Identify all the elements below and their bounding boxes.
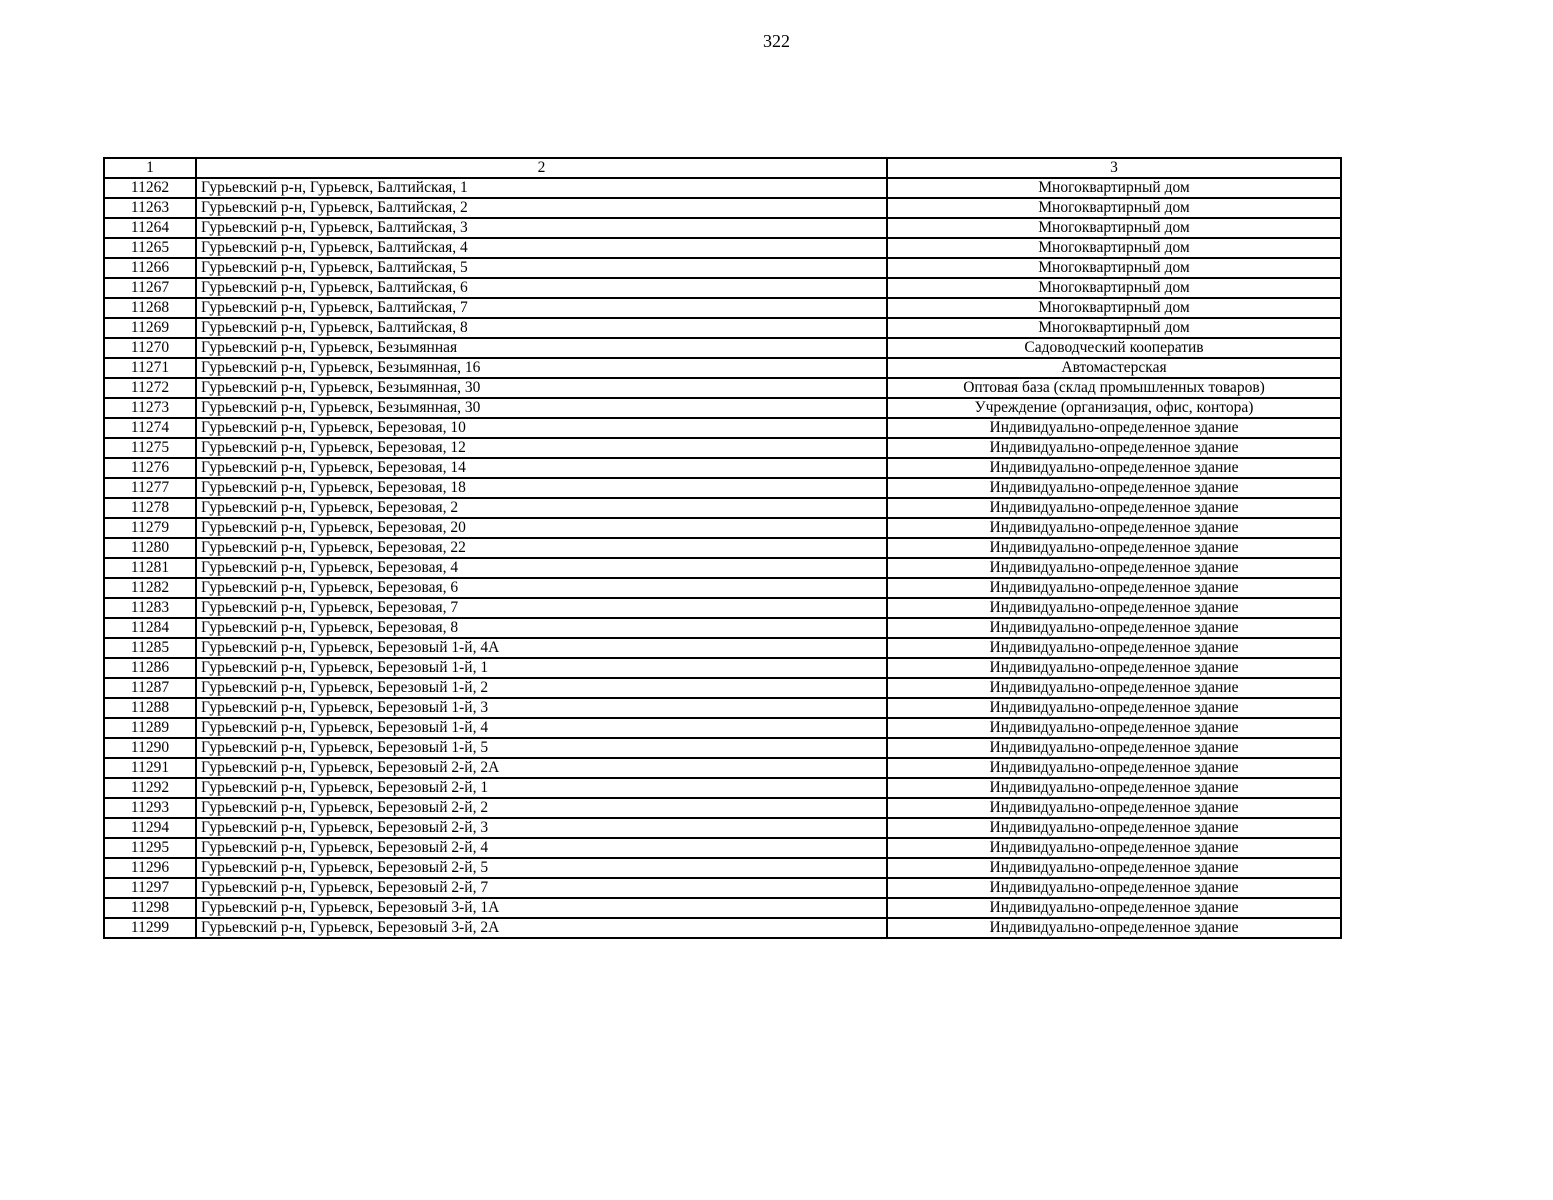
address-cell: Гурьевский р-н, Гурьевск, Балтийская, 4 [196,238,887,258]
object-type-cell: Индивидуально-определенное здание [887,518,1341,538]
table-row [104,778,1341,798]
object-type-cell: Индивидуально-определенное здание [887,818,1341,838]
address-cell: Гурьевский р-н, Гурьевск, Березовая, 14 [196,458,887,478]
row-number: 11274 [104,418,196,438]
address-cell: Гурьевский р-н, Гурьевск, Березовый 2-й, 7 [196,878,887,898]
object-type-cell: Индивидуально-определенное здание [887,458,1341,478]
address-cell: Гурьевский р-н, Гурьевск, Березовая, 10 [196,418,887,438]
address-cell: Гурьевский р-н, Гурьевск, Березовая, 2 [196,498,887,518]
table-row [104,518,1341,538]
table-row [104,598,1341,618]
object-type-cell: Индивидуально-определенное здание [887,618,1341,638]
table-row [104,918,1341,938]
table-row [104,498,1341,518]
row-number: 11296 [104,858,196,878]
address-cell: Гурьевский р-н, Гурьевск, Березовый 2-й, 1 [196,778,887,798]
row-number: 11298 [104,898,196,918]
address-cell: Гурьевский р-н, Гурьевск, Березовый 1-й, 5 [196,738,887,758]
object-type-cell: Многоквартирный дом [887,298,1341,318]
row-number: 11268 [104,298,196,318]
object-type-cell: Индивидуально-определенное здание [887,758,1341,778]
object-type-cell: Индивидуально-определенное здание [887,678,1341,698]
row-number: 11291 [104,758,196,778]
address-cell: Гурьевский р-н, Гурьевск, Березовый 1-й, 4 [196,718,887,738]
object-type-cell: Оптовая база (склад промышленных товаров) [887,378,1341,398]
table-row [104,278,1341,298]
table-row [104,238,1341,258]
address-cell: Гурьевский р-н, Гурьевск, Березовый 1-й, 2 [196,678,887,698]
address-cell: Гурьевский р-н, Гурьевск, Березовая, 6 [196,578,887,598]
table-row [104,198,1341,218]
object-type-cell: Индивидуально-определенное здание [887,798,1341,818]
table-row [104,258,1341,278]
row-number: 11270 [104,338,196,358]
row-number: 11271 [104,358,196,378]
address-cell: Гурьевский р-н, Гурьевск, Балтийская, 6 [196,278,887,298]
address-cell: Гурьевский р-н, Гурьевск, Безымянная, 30 [196,378,887,398]
column-header-3: 3 [887,158,1341,178]
row-number: 11276 [104,458,196,478]
row-number: 11292 [104,778,196,798]
registry-table [103,157,1342,939]
table-row [104,338,1341,358]
address-cell: Гурьевский р-н, Гурьевск, Березовая, 7 [196,598,887,618]
object-type-cell: Индивидуально-определенное здание [887,778,1341,798]
address-cell: Гурьевский р-н, Гурьевск, Березовый 2-й, 2А [196,758,887,778]
table-row [104,878,1341,898]
row-number: 11286 [104,658,196,678]
address-cell: Гурьевский р-н, Гурьевск, Балтийская, 7 [196,298,887,318]
row-number: 11282 [104,578,196,598]
table-row [104,638,1341,658]
object-type-cell: Индивидуально-определенное здание [887,878,1341,898]
address-cell: Гурьевский р-н, Гурьевск, Березовый 2-й, 2 [196,798,887,818]
row-number: 11280 [104,538,196,558]
object-type-cell: Индивидуально-определенное здание [887,418,1341,438]
address-cell: Гурьевский р-н, Гурьевск, Березовый 1-й, 1 [196,658,887,678]
table-row [104,418,1341,438]
address-cell: Гурьевский р-н, Гурьевск, Балтийская, 8 [196,318,887,338]
table-row [104,298,1341,318]
table-row [104,818,1341,838]
object-type-cell: Индивидуально-определенное здание [887,638,1341,658]
table-row [104,378,1341,398]
object-type-cell: Многоквартирный дом [887,318,1341,338]
table-row [104,798,1341,818]
address-cell: Гурьевский р-н, Гурьевск, Березовая, 8 [196,618,887,638]
address-cell: Гурьевский р-н, Гурьевск, Березовый 2-й, 5 [196,858,887,878]
row-number: 11299 [104,918,196,938]
address-cell: Гурьевский р-н, Гурьевск, Березовый 3-й, 1А [196,898,887,918]
object-type-cell: Индивидуально-определенное здание [887,538,1341,558]
object-type-cell: Многоквартирный дом [887,198,1341,218]
row-number: 11293 [104,798,196,818]
address-cell: Гурьевский р-н, Гурьевск, Балтийская, 5 [196,258,887,278]
object-type-cell: Индивидуально-определенное здание [887,558,1341,578]
address-cell: Гурьевский р-н, Гурьевск, Березовый 3-й, 2А [196,918,887,938]
object-type-cell: Индивидуально-определенное здание [887,658,1341,678]
object-type-cell: Многоквартирный дом [887,178,1341,198]
table-row [104,218,1341,238]
row-number: 11289 [104,718,196,738]
table-row [104,838,1341,858]
table-row [104,458,1341,478]
row-number: 11287 [104,678,196,698]
table-row [104,558,1341,578]
table-row [104,178,1341,198]
address-cell: Гурьевский р-н, Гурьевск, Березовый 1-й, 3 [196,698,887,718]
row-number: 11272 [104,378,196,398]
object-type-cell: Индивидуально-определенное здание [887,598,1341,618]
object-type-cell: Учреждение (организация, офис, контора) [887,398,1341,418]
row-number: 11281 [104,558,196,578]
table-row [104,358,1341,378]
table-row [104,398,1341,418]
table-header-row [104,158,1341,178]
table-row [104,678,1341,698]
table-row [104,478,1341,498]
object-type-cell: Индивидуально-определенное здание [887,898,1341,918]
row-number: 11279 [104,518,196,538]
row-number: 11275 [104,438,196,458]
row-number: 11262 [104,178,196,198]
object-type-cell: Индивидуально-определенное здание [887,858,1341,878]
row-number: 11295 [104,838,196,858]
row-number: 11273 [104,398,196,418]
object-type-cell: Автомастерская [887,358,1341,378]
row-number: 11290 [104,738,196,758]
row-number: 11283 [104,598,196,618]
object-type-cell: Индивидуально-определенное здание [887,498,1341,518]
table-row [104,438,1341,458]
row-number: 11267 [104,278,196,298]
object-type-cell: Многоквартирный дом [887,218,1341,238]
object-type-cell: Индивидуально-определенное здание [887,578,1341,598]
address-cell: Гурьевский р-н, Гурьевск, Безымянная, 30 [196,398,887,418]
page-number: 322 [763,31,790,51]
column-header-1: 1 [104,158,196,178]
address-cell: Гурьевский р-н, Гурьевск, Березовая, 4 [196,558,887,578]
address-cell: Гурьевский р-н, Гурьевск, Березовый 2-й, 3 [196,818,887,838]
table-row [104,718,1341,738]
object-type-cell: Индивидуально-определенное здание [887,478,1341,498]
address-cell: Гурьевский р-н, Гурьевск, Березовый 1-й, 4А [196,638,887,658]
row-number: 11285 [104,638,196,658]
row-number: 11288 [104,698,196,718]
table-row [104,738,1341,758]
table-row [104,618,1341,638]
table-row [104,658,1341,678]
column-header-2: 2 [196,158,887,178]
row-number: 11264 [104,218,196,238]
row-number: 11277 [104,478,196,498]
row-number: 11278 [104,498,196,518]
object-type-cell: Индивидуально-определенное здание [887,718,1341,738]
address-cell: Гурьевский р-н, Гурьевск, Балтийская, 2 [196,198,887,218]
row-number: 11265 [104,238,196,258]
address-cell: Гурьевский р-н, Гурьевск, Безымянная, 16 [196,358,887,378]
object-type-cell: Индивидуально-определенное здание [887,838,1341,858]
row-number: 11294 [104,818,196,838]
object-type-cell: Индивидуально-определенное здание [887,918,1341,938]
object-type-cell: Индивидуально-определенное здание [887,698,1341,718]
table-row [104,538,1341,558]
object-type-cell: Индивидуально-определенное здание [887,738,1341,758]
address-cell: Гурьевский р-н, Гурьевск, Балтийская, 3 [196,218,887,238]
table-row [104,758,1341,778]
address-cell: Гурьевский р-н, Гурьевск, Балтийская, 1 [196,178,887,198]
row-number: 11284 [104,618,196,638]
address-cell: Гурьевский р-н, Гурьевск, Березовая, 20 [196,518,887,538]
object-type-cell: Садоводческий кооператив [887,338,1341,358]
row-number: 11263 [104,198,196,218]
address-cell: Гурьевский р-н, Гурьевск, Березовый 2-й, 4 [196,838,887,858]
object-type-cell: Многоквартирный дом [887,278,1341,298]
address-cell: Гурьевский р-н, Гурьевск, Безымянная [196,338,887,358]
row-number: 11266 [104,258,196,278]
table-row [104,578,1341,598]
object-type-cell: Индивидуально-определенное здание [887,438,1341,458]
row-number: 11269 [104,318,196,338]
row-number: 11297 [104,878,196,898]
address-cell: Гурьевский р-н, Гурьевск, Березовая, 12 [196,438,887,458]
address-cell: Гурьевский р-н, Гурьевск, Березовая, 22 [196,538,887,558]
table-row [104,318,1341,338]
table-row [104,698,1341,718]
object-type-cell: Многоквартирный дом [887,258,1341,278]
object-type-cell: Многоквартирный дом [887,238,1341,258]
table-row [104,858,1341,878]
table-row [104,898,1341,918]
address-cell: Гурьевский р-н, Гурьевск, Березовая, 18 [196,478,887,498]
